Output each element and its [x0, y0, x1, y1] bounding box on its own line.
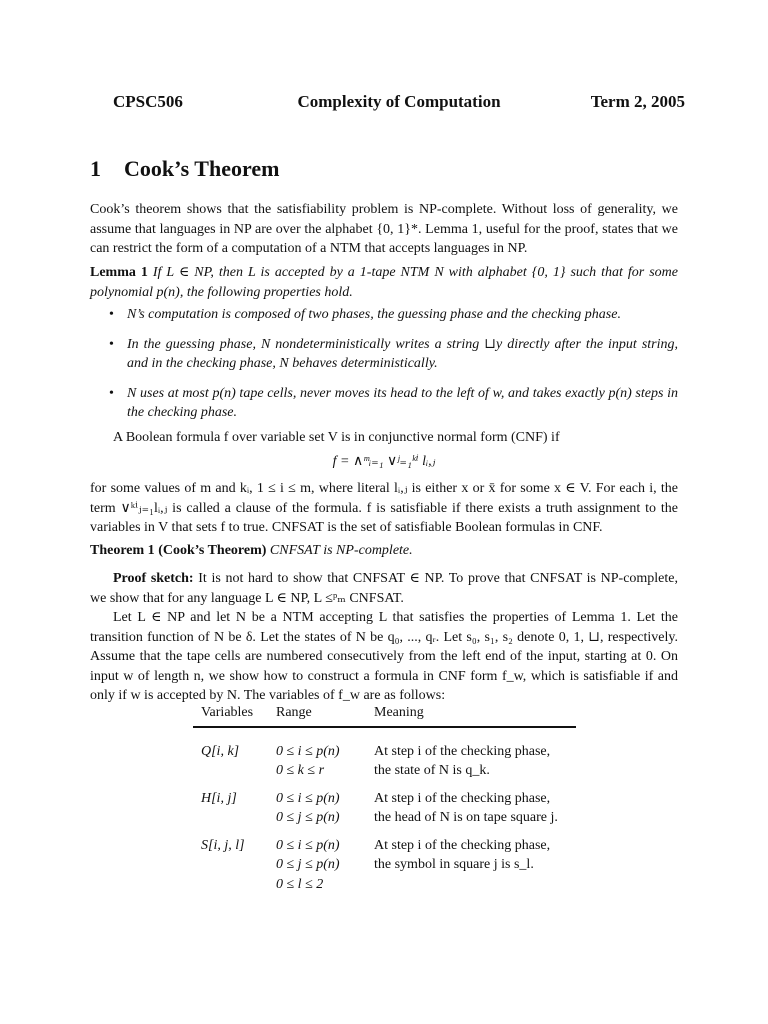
- table-header-row: [193, 703, 576, 727]
- list-item: • N’s computation is composed of two phases, the guessing phase and the checking phase.: [109, 305, 678, 325]
- theorem-label: Theorem 1: [90, 543, 155, 558]
- term-label: Term 2, 2005: [590, 92, 685, 111]
- variable-cell: Q[i, k]: [201, 743, 240, 759]
- lemma-label: Lemma 1: [90, 265, 148, 280]
- range-cell: [276, 836, 374, 895]
- table-row: [193, 836, 576, 895]
- cnf-formula: f = ∧ᵐᵢ₌₁ ∨ʲ₌₁ᵏⁱ lᵢ,ⱼ: [332, 454, 436, 469]
- range-line: 0 ≤ i ≤ p(n): [276, 790, 340, 806]
- list-item: • In the guessing phase, N nondeterministically writes a string ⊔y directly after the input string, and in the checking phase, N behaves deterministically.: [109, 335, 678, 374]
- meaning-line: the head of N is on tape square j.: [374, 810, 558, 825]
- meaning-cell: [374, 836, 576, 895]
- section-number: 1: [90, 156, 101, 181]
- range-line: 0 ≤ l ≤ 2: [276, 876, 324, 892]
- course-code: CPSC506: [113, 92, 183, 111]
- course-title: Complexity of Computation: [297, 92, 501, 111]
- theorem-text: CNFSAT is NP-complete.: [269, 543, 413, 558]
- column-header-meaning: Meaning: [374, 703, 576, 727]
- meaning-line: At step i of the checking phase,: [374, 837, 551, 853]
- range-line: 0 ≤ k ≤ r: [276, 763, 325, 778]
- section-title: Cook’s Theorem: [124, 156, 280, 181]
- meaning-line: the symbol in square j is s_l.: [374, 857, 534, 872]
- table-row: [193, 789, 576, 828]
- range-line: 0 ≤ i ≤ p(n): [276, 837, 340, 853]
- range-line: 0 ≤ i ≤ p(n): [276, 743, 340, 759]
- construction-paragraph: Let L ∈ NP and let N be a NTM accepting L that satisfies the properties of Lemma 1. Let the transition function of N be δ. Let the states of N be q₀, ..., qᵣ. Let s₀, s₁, s₂ denote 0, 1, ⊔, respectively. Assume that the tape cells are numbered consecutively from the left end of the input, starting at 0. On input w of length n, we show how to construct a formula in CNF form f_w, which is satisfiable if and only if w is accepted by N. The variables of f_w are as follows:: [90, 610, 678, 703]
- table-row: [193, 742, 576, 781]
- meaning-line: At step i of the checking phase,: [374, 790, 551, 806]
- proof-text: It is not hard to show that CNFSAT ∈ NP. To prove that CNFSAT is NP-complete, we show that for any language L ∈ NP, L ≤ᵖₘ CNFSAT.: [90, 571, 678, 606]
- lemma-text: If L ∈ NP, then L is accepted by a 1-tape NTM N with alphabet {0, 1} such that for some polynomial p(n), the following properties hold.: [90, 265, 678, 300]
- meaning-line: At step i of the checking phase,: [374, 743, 551, 759]
- variables-table: [193, 703, 576, 894]
- range-cell: [276, 789, 374, 828]
- meaning-cell: [374, 742, 576, 781]
- meaning-line: the state of N is q_k.: [374, 763, 490, 778]
- column-header-variables: Variables: [193, 703, 276, 727]
- range-line: 0 ≤ j ≤ p(n): [276, 857, 340, 872]
- cnf-definition-intro: A Boolean formula f over variable set V is in conjunctive normal form (CNF) if: [113, 430, 560, 445]
- page-header: [113, 92, 685, 116]
- cnf-definition-body: for some values of m and kᵢ, 1 ≤ i ≤ m, where literal lᵢ,ⱼ is either x or x̄ for some x ∈ V. For each i, the term ∨ᵏⁱⱼ₌₁lᵢ,ⱼ is called a clause of the formula. f is satisfiable if there exists a truth assignment to the variables in V that sets f to true. CNFSAT is the set of satisfiable Boolean formulas in CNF.: [90, 481, 678, 535]
- lemma-statement: [90, 263, 678, 302]
- proof-sketch: [90, 569, 678, 608]
- range-line: 0 ≤ j ≤ p(n): [276, 810, 340, 825]
- theorem-name: (Cook’s Theorem): [158, 543, 267, 558]
- proof-label: Proof sketch:: [113, 571, 194, 586]
- meaning-cell: [374, 789, 576, 828]
- intro-paragraph: Cook’s theorem shows that the satisfiability problem is NP-complete. Without loss of generality, we assume that languages in NP are over the alphabet {0, 1}*. Lemma 1, useful for the proof, states that we can restrict the form of a computation of a NTM that accepts languages in NP.: [90, 202, 678, 256]
- lemma-bullet-list: [109, 305, 678, 433]
- column-header-range: Range: [276, 703, 374, 727]
- variable-cell: H[i, j]: [201, 790, 237, 806]
- section-heading: [90, 156, 279, 182]
- theorem-statement: [90, 541, 678, 561]
- range-cell: [276, 742, 374, 781]
- list-item: • N uses at most p(n) tape cells, never moves its head to the left of w, and takes exactly p(n) steps in the checking phase.: [109, 384, 678, 423]
- variable-cell: S[i, j, l]: [201, 837, 245, 853]
